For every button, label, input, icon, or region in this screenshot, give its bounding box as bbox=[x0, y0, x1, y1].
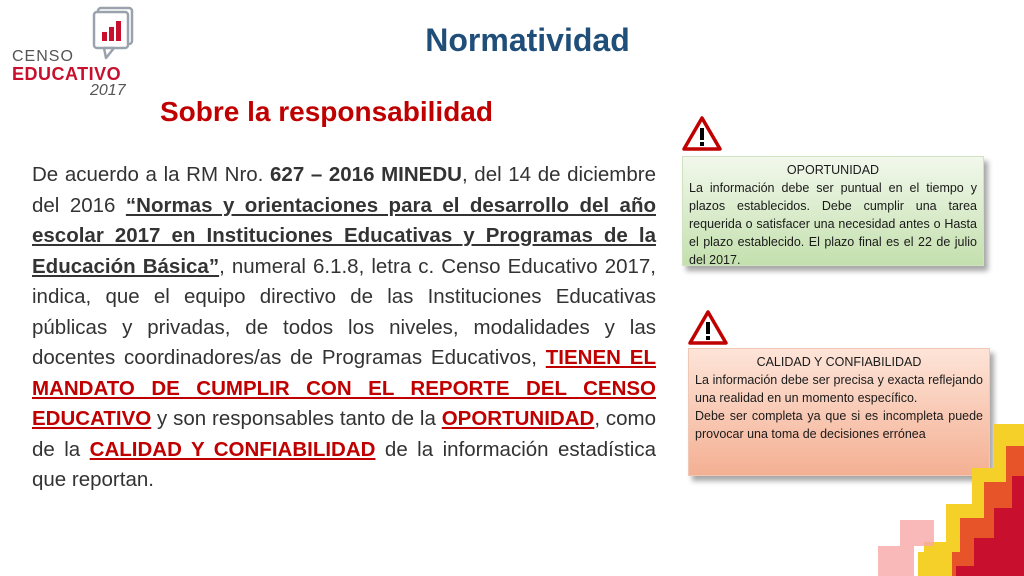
logo-line-educativo: EDUCATIVO bbox=[12, 64, 122, 84]
body-text-1: De acuerdo a la RM Nro. bbox=[32, 163, 271, 186]
warning-icon bbox=[682, 116, 722, 152]
body-text-5: , como de la bbox=[32, 407, 656, 461]
calidad-box-title: CALIDAD Y CONFIABILIDAD bbox=[756, 355, 922, 369]
body-mandate: TIENEN EL MANDATO DE CUMPLIR CON EL REPORTE DEL CENSO EDUCATIVO bbox=[32, 346, 656, 430]
logo-year: 2017 bbox=[90, 82, 126, 99]
body-oportunidad: OPORTUNIDAD bbox=[441, 407, 595, 430]
warning-icon bbox=[688, 310, 728, 346]
body-calidad: CALIDAD Y CONFIABILIDAD bbox=[89, 437, 376, 461]
body-text-6: de la información estadística que reportan. bbox=[32, 437, 656, 491]
decorative-steps bbox=[860, 420, 1024, 576]
body-paragraph bbox=[32, 160, 656, 496]
calidad-box-text-2: Debe ser completa ya que si es incompleta puede provocar una toma de decisiones errónea bbox=[695, 409, 983, 441]
section-subtitle: Sobre la responsabilidad bbox=[160, 96, 493, 127]
body-text-3: , numeral 6.1.8, letra c. Censo Educativo 2017, indica, que el equipo directivo de las Instituciones Educativas públicas y privadas, de todos los niveles, modalidades y las docentes coordinadores/as de Programas Educativos, bbox=[32, 254, 657, 369]
calidad-box-text-1: La información debe ser precisa y exacta reflejando una realidad en un momento específico. bbox=[695, 373, 983, 405]
oportunidad-box-text: La información debe ser puntual en el tiempo y plazos establecidos. Debe cumplir una tarea requerida o satisfacer una necesidad antes o Hasta el plazo establecido. El plazo final es el 22 de julio del 2017. bbox=[689, 181, 977, 267]
oportunidad-box-title: OPORTUNIDAD bbox=[786, 163, 880, 177]
page-title: Normatividad bbox=[425, 22, 630, 58]
body-text-4: y son responsables tanto de la bbox=[151, 407, 442, 430]
logo-line-censo: CENSO bbox=[12, 48, 74, 65]
body-resolution-number: 627 – 2016 MINEDU bbox=[270, 163, 462, 186]
oportunidad-box bbox=[682, 156, 984, 266]
body-text-2: , del 14 de diciembre del 2016 bbox=[32, 163, 656, 217]
body-norms-title: “Normas y orientaciones para el desarrollo del año escolar 2017 en Instituciones Educativas y Programas de la Educación Básica” bbox=[32, 193, 656, 278]
